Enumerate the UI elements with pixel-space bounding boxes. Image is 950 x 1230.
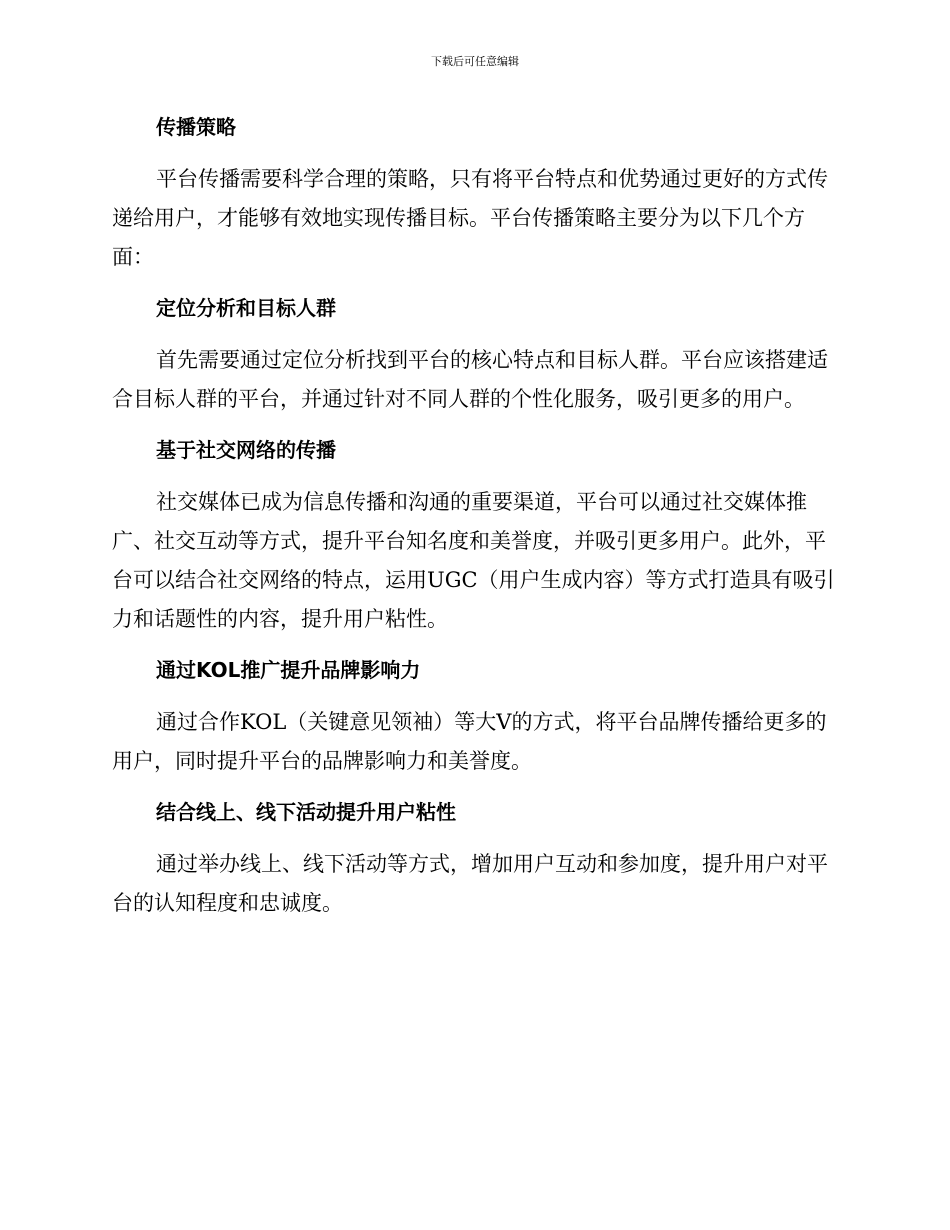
section-heading: 结合线上、线下活动提升用户粘性 <box>156 800 456 824</box>
section-positioning <box>112 291 842 419</box>
section-paragraph: 社交媒体已成为信息传播和沟通的重要渠道，平台可以通过社交媒体推广、社交互动等方式，提升平台知名度和美誉度，并吸引更多用户。此外，平台可以结合社交网络的特点，运用UGC（用户生成内容）等方式打造具有吸引力和话题性的内容，提升用户粘性。 <box>112 490 835 631</box>
section-paragraph: 首先需要通过定位分析找到平台的核心特点和目标人群。平台应该搭建适合目标人群的平台，并通过针对不同人群的个性化服务，吸引更多的用户。 <box>112 348 828 411</box>
page-header: 下载后可任意编辑 <box>431 55 519 68</box>
document-body <box>112 110 842 937</box>
section-social-network <box>112 433 842 639</box>
section-paragraph: 通过举办线上、线下活动等方式，增加用户互动和参加度，提升用户对平台的认知程度和忠诚度。 <box>112 852 828 915</box>
section-strategy <box>112 110 842 277</box>
section-kol <box>112 653 842 781</box>
section-heading: 传播策略 <box>156 115 236 139</box>
section-paragraph: 通过合作KOL（关键意见领袖）等大V的方式，将平台品牌传播给更多的用户，同时提升平台的品牌影响力和美誉度。 <box>112 710 827 773</box>
section-heading: 通过KOL推广提升品牌影响力 <box>156 658 421 682</box>
section-online-offline <box>112 795 842 923</box>
section-paragraph: 平台传播需要科学合理的策略，只有将平台特点和优势通过更好的方式传递给用户，才能够有效地实现传播目标。平台传播策略主要分为以下几个方面： <box>112 167 828 269</box>
section-heading: 基于社交网络的传播 <box>156 438 336 462</box>
section-heading: 定位分析和目标人群 <box>156 296 336 320</box>
